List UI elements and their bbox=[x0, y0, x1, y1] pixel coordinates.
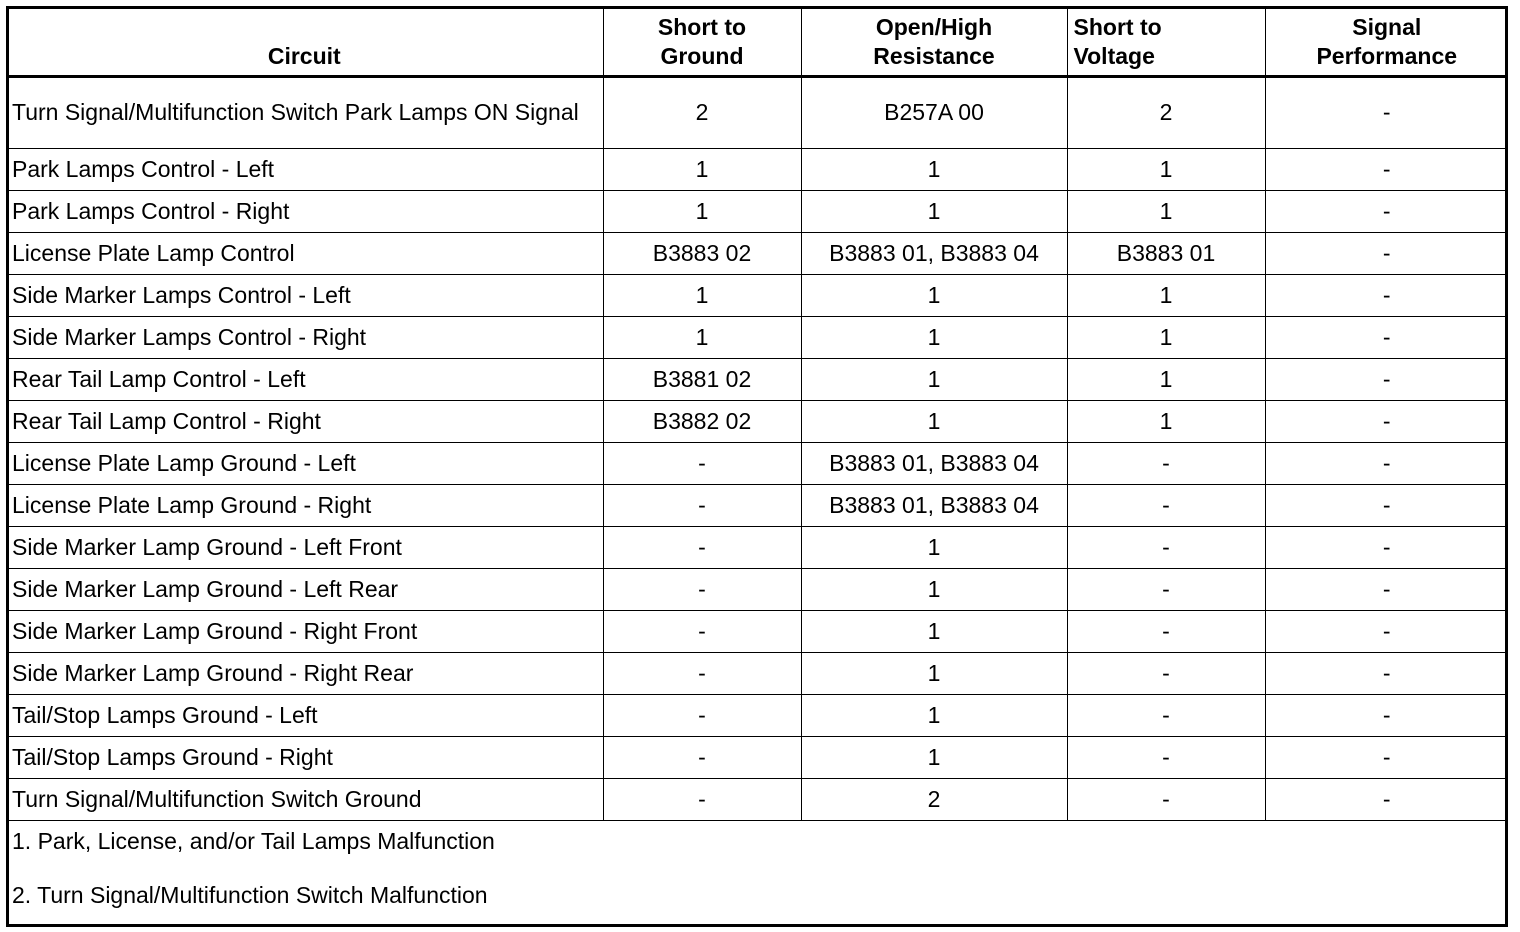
cell-short-to-ground: - bbox=[603, 442, 801, 484]
cell-signal-performance: - bbox=[1265, 610, 1508, 652]
header-signal-performance-line2: Performance bbox=[1316, 42, 1458, 69]
cell-circuit: License Plate Lamp Ground - Right bbox=[6, 484, 603, 526]
cell-circuit: Side Marker Lamps Control - Right bbox=[6, 316, 603, 358]
header-short-to-ground-line1: Short to bbox=[657, 13, 747, 40]
table-row bbox=[6, 274, 1508, 316]
header-short-to-ground-line2: Ground bbox=[660, 42, 744, 69]
cell-circuit: Side Marker Lamp Ground - Right Rear bbox=[6, 652, 603, 694]
cell-open-high-resistance: 1 bbox=[801, 652, 1067, 694]
cell-short-to-ground: B3882 02 bbox=[603, 400, 801, 442]
cell-open-high-resistance: 2 bbox=[801, 778, 1067, 820]
footnote-2: 2. Turn Signal/Multifunction Switch Malfunction bbox=[12, 881, 488, 908]
cell-open-high-resistance: 1 bbox=[801, 148, 1067, 190]
header-open-high-resistance-line2: Resistance bbox=[873, 42, 995, 69]
cell-signal-performance: - bbox=[1265, 358, 1508, 400]
table-row bbox=[6, 190, 1508, 232]
cell-short-to-voltage: 2 bbox=[1067, 76, 1265, 148]
table-row bbox=[6, 232, 1508, 274]
notes-row bbox=[6, 820, 1508, 918]
cell-circuit: Turn Signal/Multifunction Switch Ground bbox=[6, 778, 603, 820]
table-row bbox=[6, 610, 1508, 652]
cell-open-high-resistance: 1 bbox=[801, 274, 1067, 316]
table-row bbox=[6, 694, 1508, 736]
cell-signal-performance: - bbox=[1265, 232, 1508, 274]
header-signal-performance-line1: Signal bbox=[1352, 13, 1422, 40]
cell-circuit: License Plate Lamp Ground - Left bbox=[6, 442, 603, 484]
cell-short-to-voltage: - bbox=[1067, 568, 1265, 610]
cell-circuit: Side Marker Lamp Ground - Left Rear bbox=[6, 568, 603, 610]
cell-open-high-resistance: 1 bbox=[801, 694, 1067, 736]
cell-short-to-voltage: - bbox=[1067, 442, 1265, 484]
circuit-diagnostic-table bbox=[6, 6, 1508, 918]
table-row bbox=[6, 736, 1508, 778]
cell-short-to-ground: - bbox=[603, 484, 801, 526]
cell-short-to-ground: - bbox=[603, 526, 801, 568]
cell-short-to-ground: - bbox=[603, 736, 801, 778]
cell-open-high-resistance: 1 bbox=[801, 526, 1067, 568]
cell-open-high-resistance: 1 bbox=[801, 190, 1067, 232]
cell-signal-performance: - bbox=[1265, 190, 1508, 232]
table-row bbox=[6, 316, 1508, 358]
header-open-high-resistance bbox=[801, 6, 1067, 76]
cell-open-high-resistance: 1 bbox=[801, 358, 1067, 400]
header-short-to-voltage-line2: Voltage bbox=[1073, 42, 1155, 69]
cell-open-high-resistance: B3883 01, B3883 04 bbox=[801, 442, 1067, 484]
cell-short-to-voltage: B3883 01 bbox=[1067, 232, 1265, 274]
cell-short-to-voltage: 1 bbox=[1067, 358, 1265, 400]
cell-signal-performance: - bbox=[1265, 652, 1508, 694]
cell-short-to-ground: - bbox=[603, 568, 801, 610]
footnote-spacer bbox=[12, 856, 1502, 881]
cell-circuit: Side Marker Lamp Ground - Right Front bbox=[6, 610, 603, 652]
header-short-to-voltage bbox=[1067, 6, 1265, 76]
cell-signal-performance: - bbox=[1265, 736, 1508, 778]
cell-short-to-ground: - bbox=[603, 610, 801, 652]
cell-circuit: Tail/Stop Lamps Ground - Left bbox=[6, 694, 603, 736]
cell-circuit: Side Marker Lamps Control - Left bbox=[6, 274, 603, 316]
cell-short-to-voltage: - bbox=[1067, 526, 1265, 568]
table-row bbox=[6, 76, 1508, 148]
cell-short-to-ground: 1 bbox=[603, 274, 801, 316]
footnotes bbox=[6, 820, 1508, 918]
cell-short-to-voltage: 1 bbox=[1067, 400, 1265, 442]
cell-signal-performance: - bbox=[1265, 400, 1508, 442]
cell-short-to-voltage: - bbox=[1067, 484, 1265, 526]
table-row bbox=[6, 442, 1508, 484]
cell-circuit: Park Lamps Control - Left bbox=[6, 148, 603, 190]
table-row bbox=[6, 526, 1508, 568]
cell-open-high-resistance: B3883 01, B3883 04 bbox=[801, 232, 1067, 274]
cell-short-to-ground: - bbox=[603, 778, 801, 820]
cell-signal-performance: - bbox=[1265, 274, 1508, 316]
table-row bbox=[6, 778, 1508, 820]
cell-short-to-ground: B3883 02 bbox=[603, 232, 801, 274]
cell-signal-performance: - bbox=[1265, 484, 1508, 526]
table-row bbox=[6, 358, 1508, 400]
cell-open-high-resistance: 1 bbox=[801, 316, 1067, 358]
cell-circuit: Turn Signal/Multifunction Switch Park Lamps ON Signal bbox=[6, 76, 603, 148]
cell-signal-performance: - bbox=[1265, 694, 1508, 736]
cell-open-high-resistance: B257A 00 bbox=[801, 76, 1067, 148]
table-row bbox=[6, 400, 1508, 442]
cell-circuit: Rear Tail Lamp Control - Right bbox=[6, 400, 603, 442]
header-circuit: Circuit bbox=[6, 6, 603, 76]
cell-short-to-ground: B3881 02 bbox=[603, 358, 801, 400]
cell-signal-performance: - bbox=[1265, 526, 1508, 568]
cell-circuit: Rear Tail Lamp Control - Left bbox=[6, 358, 603, 400]
cell-signal-performance: - bbox=[1265, 316, 1508, 358]
cell-short-to-voltage: - bbox=[1067, 610, 1265, 652]
cell-signal-performance: - bbox=[1265, 778, 1508, 820]
cell-signal-performance: - bbox=[1265, 442, 1508, 484]
footnote-1: 1. Park, License, and/or Tail Lamps Malfunction bbox=[12, 827, 495, 854]
cell-open-high-resistance: 1 bbox=[801, 400, 1067, 442]
table-row bbox=[6, 652, 1508, 694]
header-short-to-ground bbox=[603, 6, 801, 76]
header-open-high-resistance-line1: Open/High bbox=[875, 13, 993, 40]
cell-circuit: License Plate Lamp Control bbox=[6, 232, 603, 274]
cell-circuit: Side Marker Lamp Ground - Left Front bbox=[6, 526, 603, 568]
cell-short-to-ground: - bbox=[603, 694, 801, 736]
cell-short-to-voltage: 1 bbox=[1067, 274, 1265, 316]
cell-signal-performance: - bbox=[1265, 568, 1508, 610]
table-row bbox=[6, 148, 1508, 190]
cell-short-to-voltage: - bbox=[1067, 778, 1265, 820]
cell-circuit: Tail/Stop Lamps Ground - Right bbox=[6, 736, 603, 778]
cell-short-to-voltage: - bbox=[1067, 736, 1265, 778]
cell-short-to-voltage: - bbox=[1067, 694, 1265, 736]
cell-short-to-ground: 1 bbox=[603, 316, 801, 358]
cell-short-to-ground: 2 bbox=[603, 76, 801, 148]
cell-circuit: Park Lamps Control - Right bbox=[6, 190, 603, 232]
cell-short-to-voltage: 1 bbox=[1067, 190, 1265, 232]
header-signal-performance bbox=[1265, 6, 1508, 76]
cell-short-to-voltage: 1 bbox=[1067, 148, 1265, 190]
header-short-to-voltage-line1: Short to bbox=[1073, 13, 1162, 40]
cell-short-to-voltage: - bbox=[1067, 652, 1265, 694]
table-row bbox=[6, 568, 1508, 610]
table-row bbox=[6, 484, 1508, 526]
cell-short-to-ground: - bbox=[603, 652, 801, 694]
cell-short-to-ground: 1 bbox=[603, 190, 801, 232]
cell-open-high-resistance: 1 bbox=[801, 736, 1067, 778]
cell-short-to-voltage: 1 bbox=[1067, 316, 1265, 358]
cell-open-high-resistance: B3883 01, B3883 04 bbox=[801, 484, 1067, 526]
cell-open-high-resistance: 1 bbox=[801, 568, 1067, 610]
cell-signal-performance: - bbox=[1265, 76, 1508, 148]
cell-open-high-resistance: 1 bbox=[801, 610, 1067, 652]
header-row bbox=[6, 6, 1508, 76]
cell-signal-performance: - bbox=[1265, 148, 1508, 190]
cell-short-to-ground: 1 bbox=[603, 148, 801, 190]
